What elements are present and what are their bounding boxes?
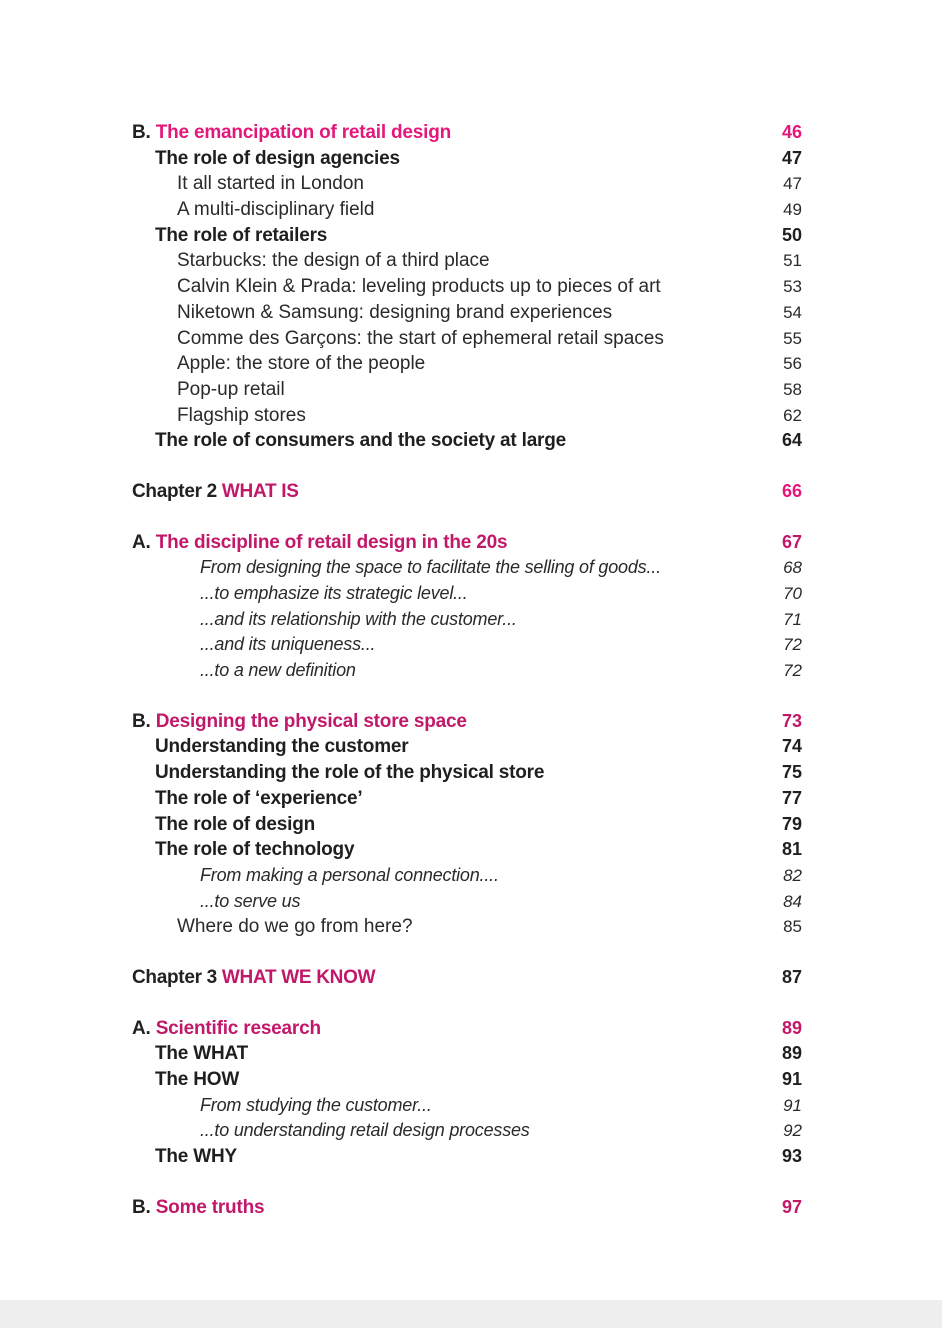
page-number: 47 — [781, 147, 802, 168]
page-number: 50 — [781, 224, 802, 245]
page-number: 72 — [783, 635, 802, 655]
chapter-label: Chapter 2 — [132, 480, 217, 502]
toc-entry — [132, 1069, 802, 1095]
section-title: Scientific research — [155, 1017, 321, 1039]
entry-title: Understanding the role of the physical store — [155, 762, 545, 784]
page-number: 72 — [783, 661, 802, 681]
entry-title: The role of ‘experience’ — [155, 787, 363, 809]
toc-entry — [132, 225, 802, 251]
page-number: 73 — [781, 710, 802, 731]
page-number: 77 — [781, 787, 802, 808]
section-title: The emancipation of retail design — [155, 122, 452, 143]
toc-chapter-heading — [132, 481, 802, 507]
entry-title: Understanding the customer — [155, 736, 409, 758]
toc-section-heading — [132, 1018, 802, 1044]
toc-section-heading — [132, 711, 802, 737]
entry-title: ...to understanding retail design processes — [200, 1120, 530, 1141]
toc-italic-entry — [132, 557, 802, 583]
toc-subentry — [132, 916, 802, 942]
toc-section-heading — [132, 1197, 802, 1223]
section-letter: B. — [132, 710, 151, 732]
chapter-title: WHAT IS — [221, 480, 299, 502]
entry-title: ...and its relationship with the customer... — [200, 608, 517, 629]
entry-title: Comme des Garçons: the start of ephemeral retail spaces — [177, 327, 664, 349]
page-number: 82 — [783, 865, 802, 885]
page-number: 75 — [781, 762, 802, 783]
entry-title: The role of consumers and the society at large — [155, 430, 567, 452]
toc-section-heading — [132, 122, 802, 148]
page-number: 55 — [783, 328, 802, 348]
entry-title: The role of design — [155, 813, 316, 835]
chapter-title: WHAT WE KNOW — [221, 966, 376, 988]
entry-title: The WHAT — [155, 1043, 249, 1065]
toc-subentry — [132, 302, 802, 328]
entry-title: Where do we go from here? — [177, 916, 413, 938]
entry-title: From studying the customer... — [200, 1094, 432, 1115]
entry-title: ...to emphasize its strategic level... — [200, 583, 468, 603]
toc-subentry — [132, 199, 802, 225]
toc-chapter-heading — [132, 967, 802, 993]
page-number: 74 — [781, 736, 802, 757]
entry-title: The HOW — [155, 1069, 240, 1090]
toc-subentry — [132, 276, 802, 302]
entry-title: ...and its uniqueness... — [200, 634, 376, 655]
toc-italic-entry — [132, 891, 802, 917]
entry-title: From making a personal connection.... — [200, 864, 499, 885]
entry-title: The role of technology — [155, 839, 355, 861]
page-number: 91 — [781, 1069, 802, 1089]
entry-title: From designing the space to facilitate the selling of goods... — [200, 557, 661, 578]
page-number: 56 — [783, 354, 802, 374]
toc-entry — [132, 1146, 802, 1172]
page-number: 58 — [783, 379, 802, 399]
page-number: 67 — [781, 531, 802, 552]
section-letter: A. — [132, 1017, 151, 1039]
entry-title: Calvin Klein & Prada: leveling products up to pieces of art — [177, 276, 661, 298]
page-number: 54 — [783, 302, 802, 322]
toc-subentry — [132, 379, 802, 405]
entry-title: ...to serve us — [200, 890, 301, 911]
toc-entry — [132, 788, 802, 814]
toc-italic-entry — [132, 660, 802, 686]
page-number: 91 — [783, 1095, 802, 1115]
toc-entry — [132, 839, 802, 865]
toc-italic-entry — [132, 865, 802, 891]
section-letter: B. — [132, 1196, 151, 1218]
toc-italic-entry — [132, 1120, 802, 1146]
page-number: 92 — [783, 1121, 802, 1141]
toc-entry — [132, 762, 802, 788]
toc-subentry — [132, 353, 802, 379]
entry-title: Starbucks: the design of a third place — [177, 250, 490, 272]
section-letter: A. — [132, 531, 151, 553]
table-of-contents — [132, 122, 802, 1222]
entry-title: The WHY — [155, 1146, 237, 1168]
entry-title: ...to a new definition — [200, 660, 356, 681]
toc-italic-entry — [132, 634, 802, 660]
toc-entry — [132, 430, 802, 456]
section-title: Designing the physical store space — [155, 710, 467, 732]
entry-title: A multi-disciplinary field — [177, 199, 375, 221]
page-number: 49 — [783, 200, 802, 220]
toc-subentry — [132, 328, 802, 354]
entry-title: The role of retailers — [155, 224, 328, 246]
page-number: 81 — [781, 839, 802, 860]
chapter-label: Chapter 3 — [132, 966, 217, 988]
page-number: 79 — [781, 813, 802, 834]
toc-entry — [132, 148, 802, 174]
toc-subentry — [132, 250, 802, 276]
page-number: 66 — [781, 480, 802, 501]
page-number: 71 — [783, 609, 802, 629]
toc-italic-entry — [132, 1095, 802, 1121]
page-number: 84 — [783, 891, 802, 911]
toc-section-heading — [132, 532, 802, 558]
toc-entry — [132, 814, 802, 840]
entry-title: Pop-up retail — [177, 378, 285, 400]
page-number: 89 — [781, 1017, 802, 1038]
section-title: The discipline of retail design in the 20s — [155, 531, 508, 553]
page-number: 87 — [781, 966, 802, 987]
toc-italic-entry — [132, 583, 802, 609]
page-number: 53 — [783, 277, 802, 297]
page-number: 47 — [783, 174, 802, 194]
toc-subentry — [132, 173, 802, 199]
page-number: 64 — [781, 430, 802, 451]
page-number: 51 — [783, 251, 802, 271]
viewer-background — [0, 1300, 942, 1328]
section-title: Some truths — [155, 1196, 265, 1218]
page-number: 68 — [783, 558, 802, 578]
page-number: 89 — [781, 1043, 802, 1064]
page-number: 70 — [783, 584, 802, 603]
page-number: 85 — [783, 917, 802, 937]
page-number: 97 — [781, 1196, 802, 1217]
section-letter: B. — [132, 122, 151, 143]
toc-italic-entry — [132, 609, 802, 635]
toc-entry — [132, 736, 802, 762]
toc-entry — [132, 1043, 802, 1069]
page-number: 46 — [781, 122, 802, 142]
toc-subentry — [132, 405, 802, 431]
entry-title: Niketown & Samsung: designing brand experiences — [177, 301, 613, 323]
page-number: 93 — [781, 1146, 802, 1167]
page-number: 62 — [783, 405, 802, 425]
entry-title: It all started in London — [177, 173, 364, 195]
entry-title: Flagship stores — [177, 404, 306, 426]
entry-title: The role of design agencies — [155, 147, 400, 169]
entry-title: Apple: the store of the people — [177, 353, 426, 375]
